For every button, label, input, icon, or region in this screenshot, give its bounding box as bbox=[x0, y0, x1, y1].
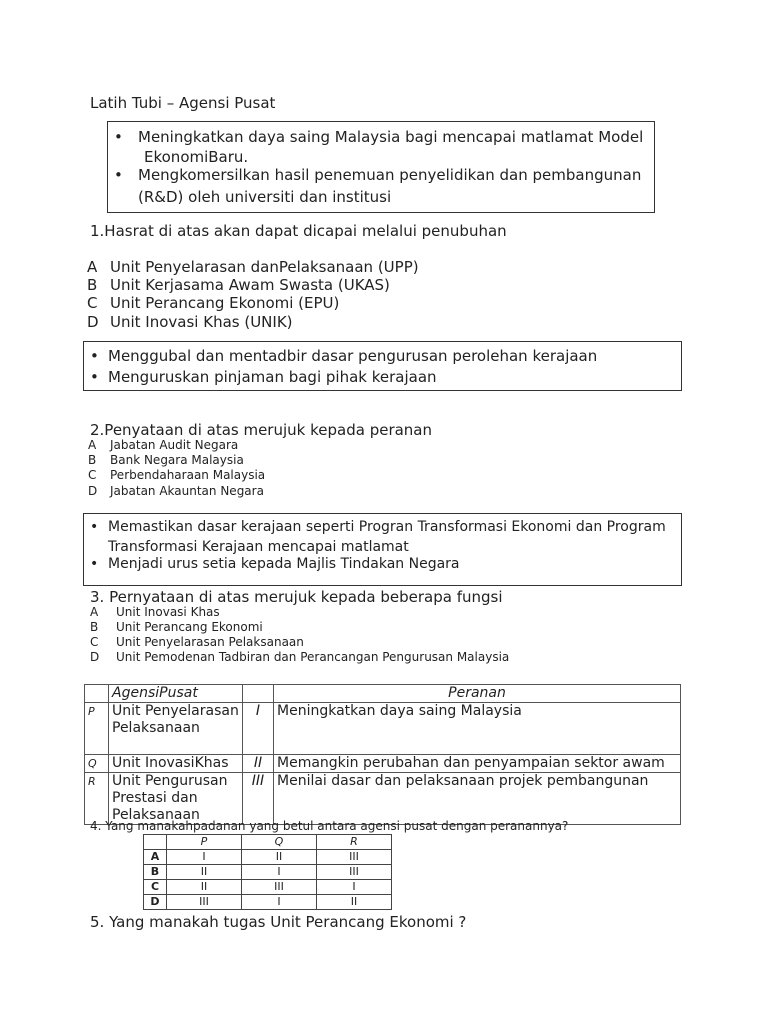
answer-letter: D bbox=[144, 895, 167, 910]
q3-bullet-2-text: Menjadi urus setia kepada Majlis Tindakan Negara bbox=[108, 556, 460, 572]
q3-bullet-1-line-1: Memastikan dasar kerajaan seperti Progran Transformasi Ekonomi dan Program bbox=[108, 519, 666, 535]
page-title: Latih Tubi – Agensi Pusat bbox=[90, 94, 276, 112]
answer-cell: III bbox=[242, 880, 317, 895]
row-agency: Unit Penyelarasan Pelaksanaan bbox=[109, 703, 243, 755]
row-num: II bbox=[243, 755, 274, 773]
bullet-icon: • bbox=[90, 368, 99, 386]
answer-cell: III bbox=[317, 850, 392, 865]
answer-cell: III bbox=[317, 865, 392, 880]
option-letter: C bbox=[90, 635, 99, 649]
answer-row-c[interactable] bbox=[144, 880, 392, 895]
option-text: Unit Perancang Ekonomi bbox=[116, 620, 263, 634]
q1-bullet-1-line-2: EkonomiBaru. bbox=[144, 148, 249, 166]
header-num-cell bbox=[243, 685, 274, 703]
table-row bbox=[85, 755, 681, 773]
row-key: P bbox=[85, 703, 109, 755]
q1-statement-box bbox=[107, 121, 655, 213]
answer-row-a[interactable] bbox=[144, 850, 392, 865]
row-agency: Unit Pengurusan Prestasi dan Pelaksanaan bbox=[109, 773, 243, 825]
answer-header-corner bbox=[144, 835, 167, 850]
answer-letter: C bbox=[144, 880, 167, 895]
answer-header-r: R bbox=[317, 835, 392, 850]
answer-row-d[interactable] bbox=[144, 895, 392, 910]
answer-cell: I bbox=[242, 895, 317, 910]
answer-header-p: P bbox=[167, 835, 242, 850]
table-row bbox=[85, 703, 681, 755]
row-role: Memangkin perubahan dan penyampaian sektor awam bbox=[274, 755, 681, 773]
option-text: Unit Penyelarasan Pelaksanaan bbox=[116, 635, 304, 649]
option-letter: D bbox=[88, 484, 98, 498]
row-num: I bbox=[243, 703, 274, 755]
answer-cell: II bbox=[167, 865, 242, 880]
row-role: Meningkatkan daya saing Malaysia bbox=[274, 703, 681, 755]
bullet-icon: • bbox=[114, 128, 123, 146]
option-letter: C bbox=[88, 468, 97, 482]
option-text: Unit Pemodenan Tadbiran dan Perancangan Pengurusan Malaysia bbox=[116, 650, 510, 664]
option-letter: A bbox=[87, 258, 98, 276]
answer-cell: I bbox=[317, 880, 392, 895]
option-text: Unit Kerjasama Awam Swasta (UKAS) bbox=[110, 276, 390, 294]
q2-bullet-1-text: Menggubal dan mentadbir dasar pengurusan perolehan kerajaan bbox=[108, 347, 598, 365]
option-text: Perbendaharaan Malaysia bbox=[110, 468, 266, 482]
option-letter: A bbox=[90, 605, 99, 619]
q3-question: 3. Pernyataan di atas merujuk kepada beberapa fungsi bbox=[90, 588, 503, 606]
answer-cell: II bbox=[242, 850, 317, 865]
q3-bullet-1-line-2: Transformasi Kerajaan mencapai matlamat bbox=[108, 539, 409, 555]
q1-question: 1.Hasrat di atas akan dapat dicapai melalui penubuhan bbox=[90, 222, 507, 240]
option-text: Jabatan Audit Negara bbox=[110, 438, 239, 452]
option-text: Bank Negara Malaysia bbox=[110, 453, 244, 467]
answer-cell: I bbox=[167, 850, 242, 865]
q4-matching-table bbox=[84, 684, 681, 825]
header-role-cell: Peranan bbox=[274, 685, 681, 703]
answer-header-q: Q bbox=[242, 835, 317, 850]
q2-bullet-2-text: Menguruskan pinjaman bagi pihak kerajaan bbox=[108, 368, 437, 386]
option-text: Jabatan Akauntan Negara bbox=[110, 484, 264, 498]
row-num: III bbox=[243, 773, 274, 825]
table-row bbox=[85, 773, 681, 825]
option-letter: B bbox=[90, 620, 99, 634]
option-text: Unit Inovasi Khas bbox=[116, 605, 220, 619]
bullet-icon: • bbox=[90, 519, 99, 535]
q2-statement-box bbox=[83, 341, 682, 391]
header-agency-cell: AgensiPusat bbox=[109, 685, 243, 703]
q1-bullet-2-line-2: (R&D) oleh universiti dan institusi bbox=[138, 188, 392, 206]
option-letter: D bbox=[87, 313, 99, 331]
q4-answer-table bbox=[143, 834, 392, 910]
answer-cell: III bbox=[167, 895, 242, 910]
answer-cell: II bbox=[167, 880, 242, 895]
row-key: Q bbox=[85, 755, 109, 773]
answer-letter: A bbox=[144, 850, 167, 865]
option-letter: D bbox=[90, 650, 100, 664]
q1-bullet-1-line-1: Meningkatkan daya saing Malaysia bagi mencapai matlamat Model bbox=[138, 128, 644, 146]
option-letter: B bbox=[87, 276, 98, 294]
bullet-icon: • bbox=[114, 166, 123, 184]
option-text: Unit Perancang Ekonomi (EPU) bbox=[110, 294, 340, 312]
answer-row-b[interactable] bbox=[144, 865, 392, 880]
option-text: Unit Inovasi Khas (UNIK) bbox=[110, 313, 293, 331]
option-text: Unit Penyelarasan danPelaksanaan (UPP) bbox=[110, 258, 419, 276]
option-letter: B bbox=[88, 453, 97, 467]
row-key: R bbox=[85, 773, 109, 825]
answer-cell: II bbox=[317, 895, 392, 910]
row-agency: Unit InovasiKhas bbox=[109, 755, 243, 773]
bullet-icon: • bbox=[90, 347, 99, 365]
option-letter: A bbox=[88, 438, 97, 452]
q1-bullet-2-line-1: Mengkomersilkan hasil penemuan penyelidikan dan pembangunan bbox=[138, 166, 642, 184]
q3-statement-box bbox=[83, 513, 682, 586]
q5-question: 5. Yang manakah tugas Unit Perancang Ekonomi ? bbox=[90, 913, 467, 931]
table-header-row bbox=[85, 685, 681, 703]
answer-cell: I bbox=[242, 865, 317, 880]
option-letter: C bbox=[87, 294, 98, 312]
q4-question: 4. Yang manakahpadanan yang betul antara agensi pusat dengan peranannya? bbox=[90, 819, 569, 833]
answer-letter: B bbox=[144, 865, 167, 880]
q2-question: 2.Penyataan di atas merujuk kepada peranan bbox=[90, 421, 433, 439]
answer-header-row bbox=[144, 835, 392, 850]
header-key-cell bbox=[85, 685, 109, 703]
row-role: Menilai dasar dan pelaksanaan projek pembangunan bbox=[274, 773, 681, 825]
bullet-icon: • bbox=[90, 556, 99, 572]
